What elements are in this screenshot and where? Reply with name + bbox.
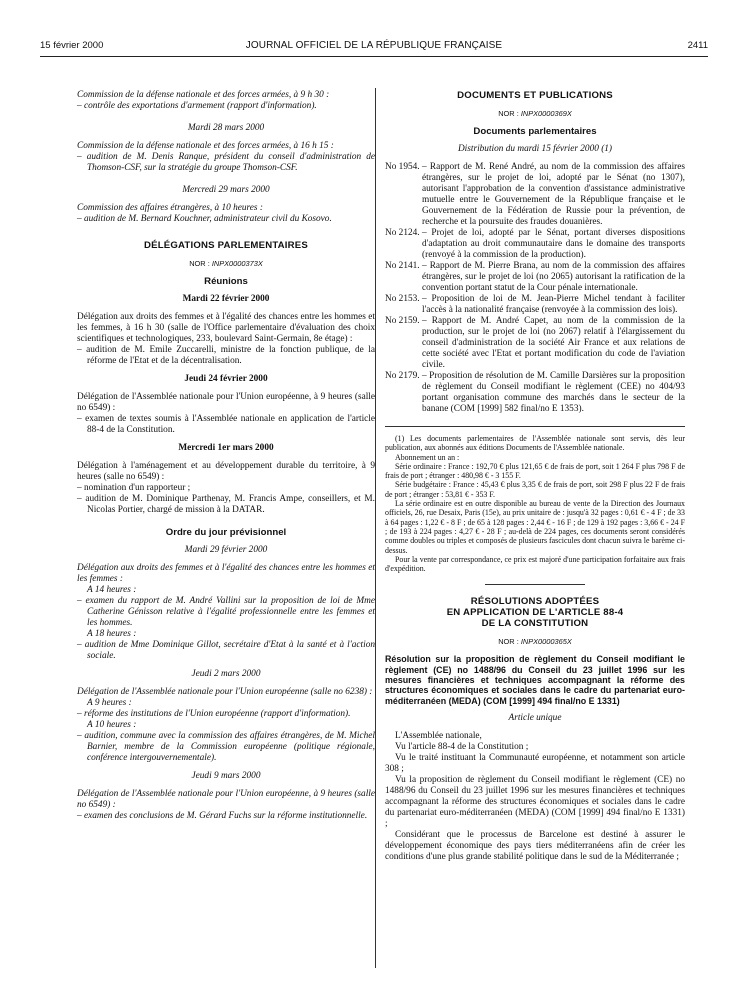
agenda-item: – audition de M. Denis Ranque, président du conseil d'administration de Thomson-CSF, sur la stratégie du groupe Thomson-CSF.: [77, 152, 375, 173]
resolution-text: Vu l'article 88-4 de la Constitution ;: [395, 741, 529, 752]
section-title: DÉLÉGATIONS PARLEMENTAIRES: [143, 240, 309, 251]
distribution-heading: Distribution du mardi 15 février 2000 (1): [457, 144, 613, 154]
right-column: [385, 90, 685, 863]
journal-title: JOURNAL OFFICIEL DE LA RÉPUBLIQUE FRANÇAISE: [245, 40, 503, 51]
resolution-title: Résolution sur la proposition de règlement du Conseil modifiant le règlement (CE) no 1488/96 du Conseil du 23 juillet 1996 sur les mesures financières et techniques accompagnant la réforme des structures économiques et sociales dans le cadre du partenariat euro-méditerranéen (MEDA) (COM [1999] 494 final/no E 1331): [385, 654, 685, 706]
nor-code: INPX0000365X: [520, 637, 572, 647]
document-number: No 2159.: [385, 316, 420, 326]
document-number: No 2124.: [385, 228, 420, 238]
footnote: Série ordinaire : France : 192,70 € plus 121,65 € de frais de port, soit 1 264 F plus 798 F de frais de port ; étranger : 480,98 € - 3 155 F.: [385, 461, 685, 481]
date-heading: Mardi 29 février 2000: [184, 545, 268, 555]
section-title: EN APPLICATION DE L'ARTICLE 88-4: [446, 607, 624, 619]
agenda-item: – audition de M. Bernard Kouchner, administrateur civil du Kosovo.: [77, 214, 332, 224]
footnote: Série budgétaire : France : 45,43 € plus 3,35 € de frais de port, soit 298 F plus 22 F de frais de port ; étranger : 53,81 € - 353 F.: [385, 480, 685, 499]
delegation-paragraph: Délégation de l'Assemblée nationale pour l'Union européenne (salle no 6238) :: [77, 687, 373, 697]
date-heading: Mardi 22 février 2000: [182, 294, 270, 304]
agenda-item: – réforme des institutions de l'Union européenne (rapport d'information).: [77, 709, 351, 719]
page-header: [40, 40, 708, 54]
agenda-item: – audition de Mme Dominique Gillot, secrétaire d'Etat à la santé et à l'action sociale.: [77, 640, 375, 661]
header-rule: [40, 56, 708, 57]
document-description: – Rapport de M. Pierre Brana, au nom de la commission des affaires étrangères, sur le projet de loi (no 2065) autorisant la ratification de la convention portant statut de la Cour pénale internationale.: [422, 261, 685, 293]
subsection-title: Réunions: [204, 276, 248, 287]
document-description: – Projet de loi, adopté par le Sénat, portant diverses dispositions d'adaptation au droit communautaire dans le domaine des transports (renvoyé à la commission de la production).: [422, 228, 685, 260]
meeting-paragraph: Délégation à l'aménagement et au développement durable du territoire, à 9 heures (salle no 6549) :: [77, 461, 375, 482]
article-heading: Article unique: [508, 712, 562, 723]
document-description: – Rapport de M. André Capet, au nom de la commission de la production, sur le projet de loi (no 2067) relatif à l'élargissement du conseil d'administration de la société Air France et aux relations de cette société avec l'Etat et portant modification du code de l'aviation civile.: [422, 316, 685, 370]
agenda-item: – nomination d'un rapporteur ;: [77, 483, 191, 493]
document-entry: [385, 294, 685, 316]
meeting-paragraph: Délégation de l'Assemblée nationale pour l'Union européenne, à 9 heures (salle no 6549) :: [77, 392, 375, 413]
footnote: Abonnement un an :: [395, 452, 460, 462]
delegation-paragraph: Délégation aux droits des femmes et à l'égalité des chances entre les hommes et les femmes :: [77, 563, 375, 584]
nor-reference: [77, 258, 375, 269]
agenda-item: – audition de M. Emile Zuccarelli, ministre de la fonction publique, de la réforme de l'Etat et de la décentralisation.: [77, 345, 375, 366]
date-heading: Mercredi 1er mars 2000: [178, 443, 274, 453]
document-number: No 2153.: [385, 294, 420, 304]
footnote: (1) Les documents parlementaires de l'Assemblée nationale sont servis, dès leur publication, aux abonnés aux éditions Documents de l'Assemblée nationale.: [385, 434, 685, 453]
nor-label: NOR :: [189, 259, 210, 268]
nor-reference: [385, 636, 685, 647]
footnote: Pour la vente par correspondance, ce prix est majoré d'une participation forfaitaire aux frais d'expédition.: [385, 554, 685, 574]
section-title: RÉSOLUTIONS ADOPTÉES: [470, 596, 600, 608]
section-title: DOCUMENTS ET PUBLICATIONS: [457, 90, 613, 101]
document-entry: [385, 261, 685, 294]
time-label: A 18 heures :: [87, 629, 137, 639]
footnote: La série ordinaire est en outre disponible au bureau de vente de la Direction des Journaux officiels, 26, rue Desaix, Paris (15e), au prix unitaire de : jusqu'à 32 pages : 0,61 € - 4 F ; de 33 à 64 pages : 1,22 € - 8 F ; de 65 à 128 pages : 2,44 € - 16 F ; de 129 à 192 pages : 3,66 € - 24 F ; de 193 à 224 pages : 4,27 € - 28 F ; au-delà de 224 pages, ces documents seront considérés comme doubles ou triples et composés de plusieurs fascicules dont chacun suivra le barème ci-dessus.: [385, 499, 685, 555]
agenda-item: – contrôle des exportations d'armement (rapport d'information).: [77, 101, 317, 111]
column-rule: [375, 88, 376, 968]
date-heading: Mardi 28 mars 2000: [187, 123, 265, 133]
resolution-text: Vu le traité instituant la Communauté européenne, et notamment son article 308 ;: [385, 752, 685, 774]
document-number: No 1954.: [385, 162, 420, 172]
time-label: A 10 heures :: [87, 720, 137, 730]
section-title: DE LA CONSTITUTION: [481, 618, 589, 630]
date-heading: Jeudi 24 février 2000: [184, 374, 268, 384]
document-description: – Proposition de loi de M. Jean-Pierre Michel tendant à faciliter l'accès à la nationalité française (renvoyée à la commission des lois).: [422, 294, 685, 315]
resolution-text: L'Assemblée nationale,: [395, 730, 482, 741]
date-heading: Jeudi 2 mars 2000: [191, 669, 261, 679]
document-entry: [385, 162, 685, 228]
document-entry: [385, 371, 685, 415]
left-column: [77, 90, 375, 822]
header-date: 15 février 2000: [40, 40, 104, 51]
commission-paragraph: Commission de la défense nationale et des forces armées, à 9 h 30 :: [77, 90, 330, 100]
nor-label: NOR :: [498, 637, 519, 647]
commission-paragraph: Commission de la défense nationale et des forces armées, à 16 h 15 :: [77, 141, 334, 151]
resolution-text: Vu la proposition de règlement du Conseil modifiant le règlement (CE) no 1488/96 du Conseil du 23 juillet 1996 sur les mesures financières et techniques accompagnant la réforme des structures économiques et sociales dans le cadre du partenariat euro-méditerranéen (MEDA) (COM [1999] 494 final/no E 1331) ;: [385, 774, 685, 829]
agenda-item: – examen des conclusions de M. Gérard Fuchs sur la réforme institutionnelle.: [77, 811, 368, 821]
subsection-title: Ordre du jour prévisionnel: [165, 527, 287, 538]
document-number: No 2141.: [385, 261, 420, 271]
document-number: No 2179.: [385, 371, 420, 381]
delegation-paragraph: Délégation de l'Assemblée nationale pour l'Union européenne, à 9 heures (salle no 6549) :: [77, 789, 375, 810]
document-entry: [385, 316, 685, 371]
date-heading: Mercredi 29 mars 2000: [182, 185, 270, 195]
nor-label: NOR :: [498, 109, 519, 118]
time-label: A 9 heures :: [87, 698, 132, 708]
agenda-item: – examen du rapport de M. André Vallini sur la proposition de loi de Mme Catherine Génisson relative à l'égalité professionnelle entre les femmes et les hommes.: [77, 596, 375, 628]
agenda-item: – audition de M. Dominique Parthenay, M. Francis Ampe, conseillers, et M. Nicolas Portier, chargé de mission à la DATAR.: [77, 494, 375, 515]
nor-code: INPX0000373X: [211, 259, 263, 268]
footnotes: [385, 434, 685, 573]
nor-code: INPX0000369X: [520, 109, 572, 118]
subsection-title: Documents parlementaires: [473, 126, 597, 137]
document-description: – Rapport de M. René André, au nom de la commission des affaires étrangères, sur le projet de loi, adopté par le Sénat (no 1307), autorisant l'approbation de la convention d'assistance administrative mutuelle entre le Gouvernement de la République française et le Gouvernement de la Fédération de Russie pour la prévention, de recherche et la poursuite des fraudes douanières.: [422, 162, 685, 227]
time-label: A 14 heures :: [87, 585, 137, 595]
document-entry: [385, 228, 685, 261]
resolution-text: Considérant que le processus de Barcelone est destiné à assurer le développement économique des pays tiers méditerranéens afin de créer les conditions d'une plus grande stabilité politique dans le sud de la Méditerranée ;: [385, 829, 685, 862]
page-number: 2411: [687, 40, 708, 51]
agenda-item: – audition, commune avec la commission des affaires étrangères, de M. Michel Barnier, membre de la Commission européenne (politique régionale, conférence intergouvernementale).: [77, 731, 375, 763]
nor-reference: [385, 108, 685, 119]
date-heading: Jeudi 9 mars 2000: [191, 771, 261, 781]
document-description: – Proposition de résolution de M. Camille Darsières sur la proposition de règlement du Conseil modifiant le règlement (CEE) no 404/93 portant organisation commune des marchés dans le secteur de la banane (COM [1999] 582 final/no E 1353).: [422, 371, 685, 414]
commission-paragraph: Commission des affaires étrangères, à 10 heures :: [77, 203, 263, 213]
meeting-paragraph: Délégation aux droits des femmes et à l'égalité des chances entre les hommes et les femmes, à 16 h 30 (salle de l'Office parlementaire d'évaluation des choix scientifiques et technologiques, 233, boulevard Saint-Germain, 8e étage) :: [77, 312, 375, 344]
agenda-item: – examen de textes soumis à l'Assemblée nationale en application de l'article 88-4 de la Constitution.: [77, 414, 375, 435]
